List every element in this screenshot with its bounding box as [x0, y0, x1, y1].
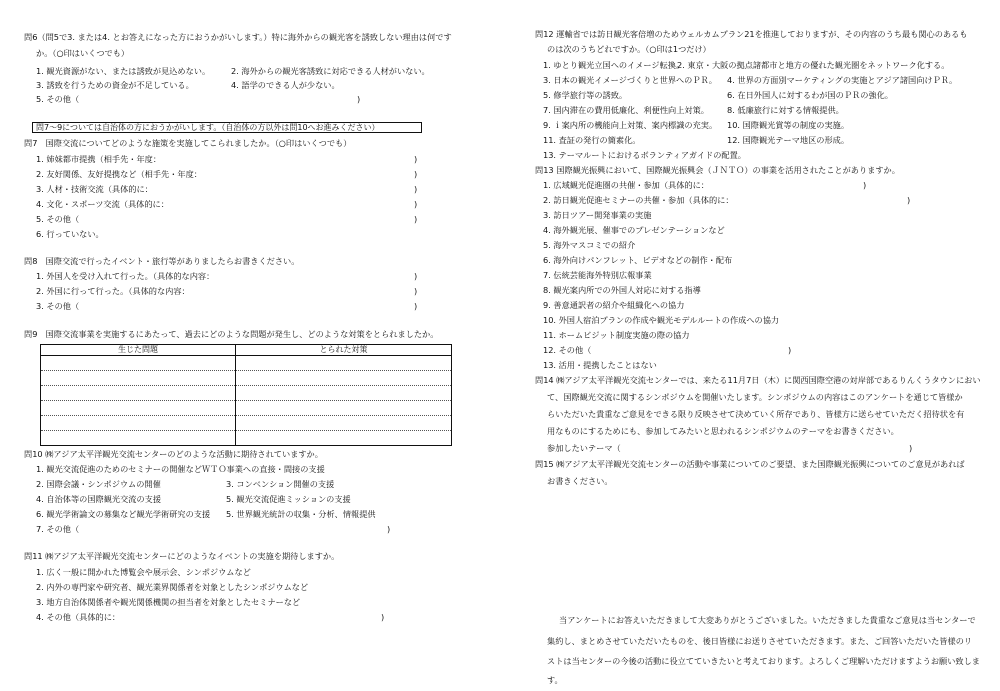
q9-cell[interactable] [236, 356, 452, 371]
closing-line1: 当アンケートにお答えいただきまして大変ありがとうございました。いただきました貴重なご意見は当センターで [559, 615, 976, 625]
q6-option-3[interactable]: 3. 誘致を行うための資金が不足している。 [36, 80, 194, 90]
q13-item-6[interactable]: 6. 海外向けパンフレット、ビデオなどの制作・配布 [543, 255, 733, 265]
q13-item-7[interactable]: 7. 伝統芸能海外特別広報事業 [543, 270, 652, 280]
closing-line2: 集約し、まとめさせていただいたものを、後日皆様にお送りさせていただきます。また、ご回答いただいた皆様のリ [547, 636, 973, 646]
q13-paren-1: ) [863, 180, 867, 190]
q6-option-4[interactable]: 4. 語学のできる人が少ない。 [231, 80, 340, 90]
q9-header-problem: 生じた問題 [41, 345, 236, 356]
q13-item-11[interactable]: 11. ホームビジット制度実施の際の協力 [543, 330, 690, 340]
q13-item-5[interactable]: 5. 海外マスコミでの紹介 [543, 240, 636, 250]
q10-option-1[interactable]: 1. 観光交流促進のためのセミナーの開催などＷＴＯ事業への直接・間接の支援 [36, 464, 325, 474]
q14-theme-field[interactable]: 参加したいテーマ（ [547, 443, 621, 453]
q12-option-12[interactable]: 12. 国際観光テーマ地区の形成。 [727, 135, 850, 145]
q13-paren-12: ) [788, 345, 792, 355]
q11-item-4[interactable]: 4. その他（具体的に： [36, 612, 121, 622]
q8-question: 問8 国際交流で行ったイベント・旅行等がありましたらお書きください。 [24, 256, 300, 266]
q9-cell[interactable] [41, 416, 236, 431]
table-row [41, 431, 452, 446]
q10-option-4[interactable]: 4. 自治体等の国際観光交流の支援 [36, 494, 162, 504]
q11-item-3[interactable]: 3. 地方自治体関係者や観光関係機関の担当者を対象としたセミナーなど [36, 597, 301, 607]
q6-option-2[interactable]: 2. 海外からの観光客誘致に対応できる人材がいない。 [231, 66, 430, 76]
q9-answer-table [40, 344, 452, 446]
q9-cell[interactable] [236, 431, 452, 446]
q14-question-line4: 用なものにするためにも、参加してみたいと思われるシンポジウムのテーマをお書きください。 [547, 426, 899, 436]
q12-option-1[interactable]: 1. ゆとり観光立国へのイメージ転換。 [543, 60, 685, 70]
q13-item-4[interactable]: 4. 海外観光展、催事でのプレゼンテーションなど [543, 225, 725, 235]
q11-item-2[interactable]: 2. 内外の専門家や研究者、観光業界関係者を対象としたシンポジウムなど [36, 582, 309, 592]
q9-question: 問9 国際交流事業を実施するにあたって、過去にどのような問題が発生し、どのような対策をとられましたか。 [24, 329, 439, 339]
closing-line4: す。 [547, 675, 563, 685]
closing-line3: ストは当センターの今後の活動に役立てていきたいと考えております。よろしくご理解いただけますようお願い致しま [547, 656, 980, 666]
q9-cell[interactable] [41, 356, 236, 371]
q9-cell[interactable] [236, 401, 452, 416]
q7-paren-3: ) [414, 184, 418, 194]
q8-paren-3: ) [414, 301, 418, 311]
q7-paren-1: ) [414, 154, 418, 164]
table-row [41, 371, 452, 386]
q9-cell[interactable] [236, 371, 452, 386]
q9-cell[interactable] [236, 386, 452, 401]
q8-paren-1: ) [414, 271, 418, 281]
q12-option-11[interactable]: 11. 査証の発行の簡素化。 [543, 135, 641, 145]
q10-option-6[interactable]: 6. 観光学術論文の募集など観光学術研究の支援 [36, 509, 211, 519]
q14-question-line1: 問14 ㈱アジア太平洋観光交流センターでは、来たる11月7日（木）に関西国際空港の対岸部であるりんくうタウンにおい [535, 375, 981, 385]
q9-cell[interactable] [41, 401, 236, 416]
q11-item-1[interactable]: 1. 広く一般に開かれた博覧会や展示会、シンポジウムなど [36, 567, 251, 577]
q12-option-7[interactable]: 7. 国内滞在の費用低廉化、利便性向上対策。 [543, 105, 709, 115]
table-row [41, 416, 452, 431]
q11-question: 問11 ㈱アジア太平洋観光交流センターにどのようなイベントの実施を期待しますか。 [24, 551, 340, 561]
q7-paren-5: ) [414, 214, 418, 224]
q10-option-5[interactable]: 5. 観光交流促進ミッションの支援 [226, 494, 351, 504]
table-row [41, 386, 452, 401]
q8-item-1[interactable]: 1. 外国人を受け入れて行った。（具体的な内容： [36, 271, 215, 281]
q12-question-line1: 問12 運輸省では訪日観光客倍増のためウェルカムプラン21を推進しておりますが、その内容のうち最も関心のあるも [535, 29, 968, 39]
q10-option-2[interactable]: 2. 国際会議・シンポジウムの開催 [36, 479, 161, 489]
q12-option-10[interactable]: 10. 国際観光賞等の制度の実施。 [727, 120, 850, 130]
q15-question-line2: お書きください。 [547, 476, 613, 486]
q7-paren-4: ) [414, 199, 418, 209]
q6-option-5[interactable]: 5. その他（ [36, 94, 80, 104]
q9-cell[interactable] [41, 371, 236, 386]
q6-paren-close: ) [357, 94, 361, 104]
q12-option-2[interactable]: 2. 東京・大阪の拠点諸都市と地方の優れた観光圏をネットワーク化する。 [677, 60, 950, 70]
q13-item-1[interactable]: 1. 広域観光促進圏の共催・参加（具体的に： [543, 180, 709, 190]
q13-item-2[interactable]: 2. 訪日観光促進セミナーの共催・参加（具体的に： [543, 195, 734, 205]
table-row [41, 356, 452, 371]
q9-cell[interactable] [41, 386, 236, 401]
q13-question: 問13 国際観光振興において、国際観光振興会（ＪＮＴＯ）の事業を活用されたことがありますか。 [535, 165, 900, 175]
q7-item-2[interactable]: 2. 友好関係、友好提携など（相手先・年度： [36, 169, 202, 179]
q7-item-3[interactable]: 3. 人材・技術交流（具体的に： [36, 184, 153, 194]
q10-paren: ) [387, 524, 391, 534]
q6-option-1[interactable]: 1. 観光資源がない、または誘致が見込めない。 [36, 66, 211, 76]
q13-paren-2: ) [907, 195, 911, 205]
q9-header-measure: とられた対策 [236, 345, 452, 356]
q7-paren-2: ) [414, 169, 418, 179]
q11-paren: ) [381, 612, 385, 622]
q12-option-4[interactable]: 4. 世界の方面別マーケティングの実施とアジア諸国向けＰＲ。 [727, 75, 958, 85]
q10-option-8[interactable]: 7. その他（ [36, 524, 80, 534]
q13-item-10[interactable]: 10. 外国人宿泊プランの作成や観光モデルルートの作成への協力 [543, 315, 780, 325]
q6-question-line1: 問6（問5で3. または4. とお答えになった方におうかがいします。）特に海外からの観光客を誘致しない理由は何です [24, 32, 452, 42]
q13-item-8[interactable]: 8. 観光案内所での外国人対応に対する指導 [543, 285, 701, 295]
q12-question-line2: のは次のうちどれですか。（○印は1つだけ） [547, 44, 711, 54]
q10-question: 問10 ㈱アジア太平洋観光交流センターのどのような活動に期待されていますか。 [24, 449, 323, 459]
q12-option-8[interactable]: 8. 低廉旅行に対する情報提供。 [727, 105, 844, 115]
q8-item-3[interactable]: 3. その他（ [36, 301, 80, 311]
q12-option-6[interactable]: 6. 在日外国人に対するわが国のＰＲの強化。 [727, 90, 893, 100]
q13-item-3[interactable]: 3. 訪日ツアー開発事業の実施 [543, 210, 652, 220]
q9-cell[interactable] [41, 431, 236, 446]
q6-question-line2: か。（○印はいくつでも） [36, 48, 130, 58]
q8-item-2[interactable]: 2. 外国に行って行った。（具体的な内容： [36, 286, 190, 296]
q8-paren-2: ) [414, 286, 418, 296]
q7-item-5[interactable]: 5. その他（ [36, 214, 80, 224]
q14-question-line3: らいただいた貴重なご意見をできる限り反映させて決めていく所存であり、皆様方に送らせていただく招待状を有 [547, 409, 965, 419]
q12-option-13[interactable]: 13. テーマルートにおけるボランティアガイドの配置。 [543, 150, 746, 160]
q7-question: 問7 国際交流についてどのような施策を実施してこられましたか。（○印はいくつでも） [24, 138, 352, 148]
q12-option-3[interactable]: 3. 日本の観光イメージづくりと世界へのＰＲ。 [543, 75, 717, 85]
q15-question-line1: 問15 ㈱アジア太平洋観光交流センターの活動や事業についてのご要望、また国際観光振興についてのご意見があれば [535, 459, 965, 469]
table-row [41, 401, 452, 416]
q10-option-3[interactable]: 3. コンベンション開催の支援 [226, 479, 335, 489]
q13-item-9[interactable]: 9. 善意通訳者の紹介や組織化への協力 [543, 300, 685, 310]
q12-option-5[interactable]: 5. 修学旅行等の誘致。 [543, 90, 628, 100]
q12-option-9[interactable]: 9. ｉ案内所の機能向上対策、案内標識の充実。 [543, 120, 718, 130]
q7-item-1[interactable]: 1. 姉妹都市提携（相手先・年度： [36, 154, 162, 164]
q7-item-4[interactable]: 4. 文化・スポーツ交流（具体的に： [36, 199, 169, 209]
q13-item-13[interactable]: 13. 活用・提携したことはない [543, 360, 657, 370]
q14-paren: ) [909, 443, 913, 453]
q14-question-line2: て、国際観光交流に関するシンポジウムを開催いたします。シンポジウムの内容はこのアンケートを通じて皆様か [547, 392, 963, 402]
q9-cell[interactable] [236, 416, 452, 431]
notice-box: 問7～9については自治体の方におうかがいします。（自治体の方以外は問10へお進みください） [32, 122, 422, 133]
q13-item-12[interactable]: 12. その他（ [543, 345, 592, 355]
q10-option-7[interactable]: 5. 世界観光統計の収集・分析、情報提供 [226, 509, 376, 519]
q7-item-6[interactable]: 6. 行っていない。 [36, 229, 104, 239]
